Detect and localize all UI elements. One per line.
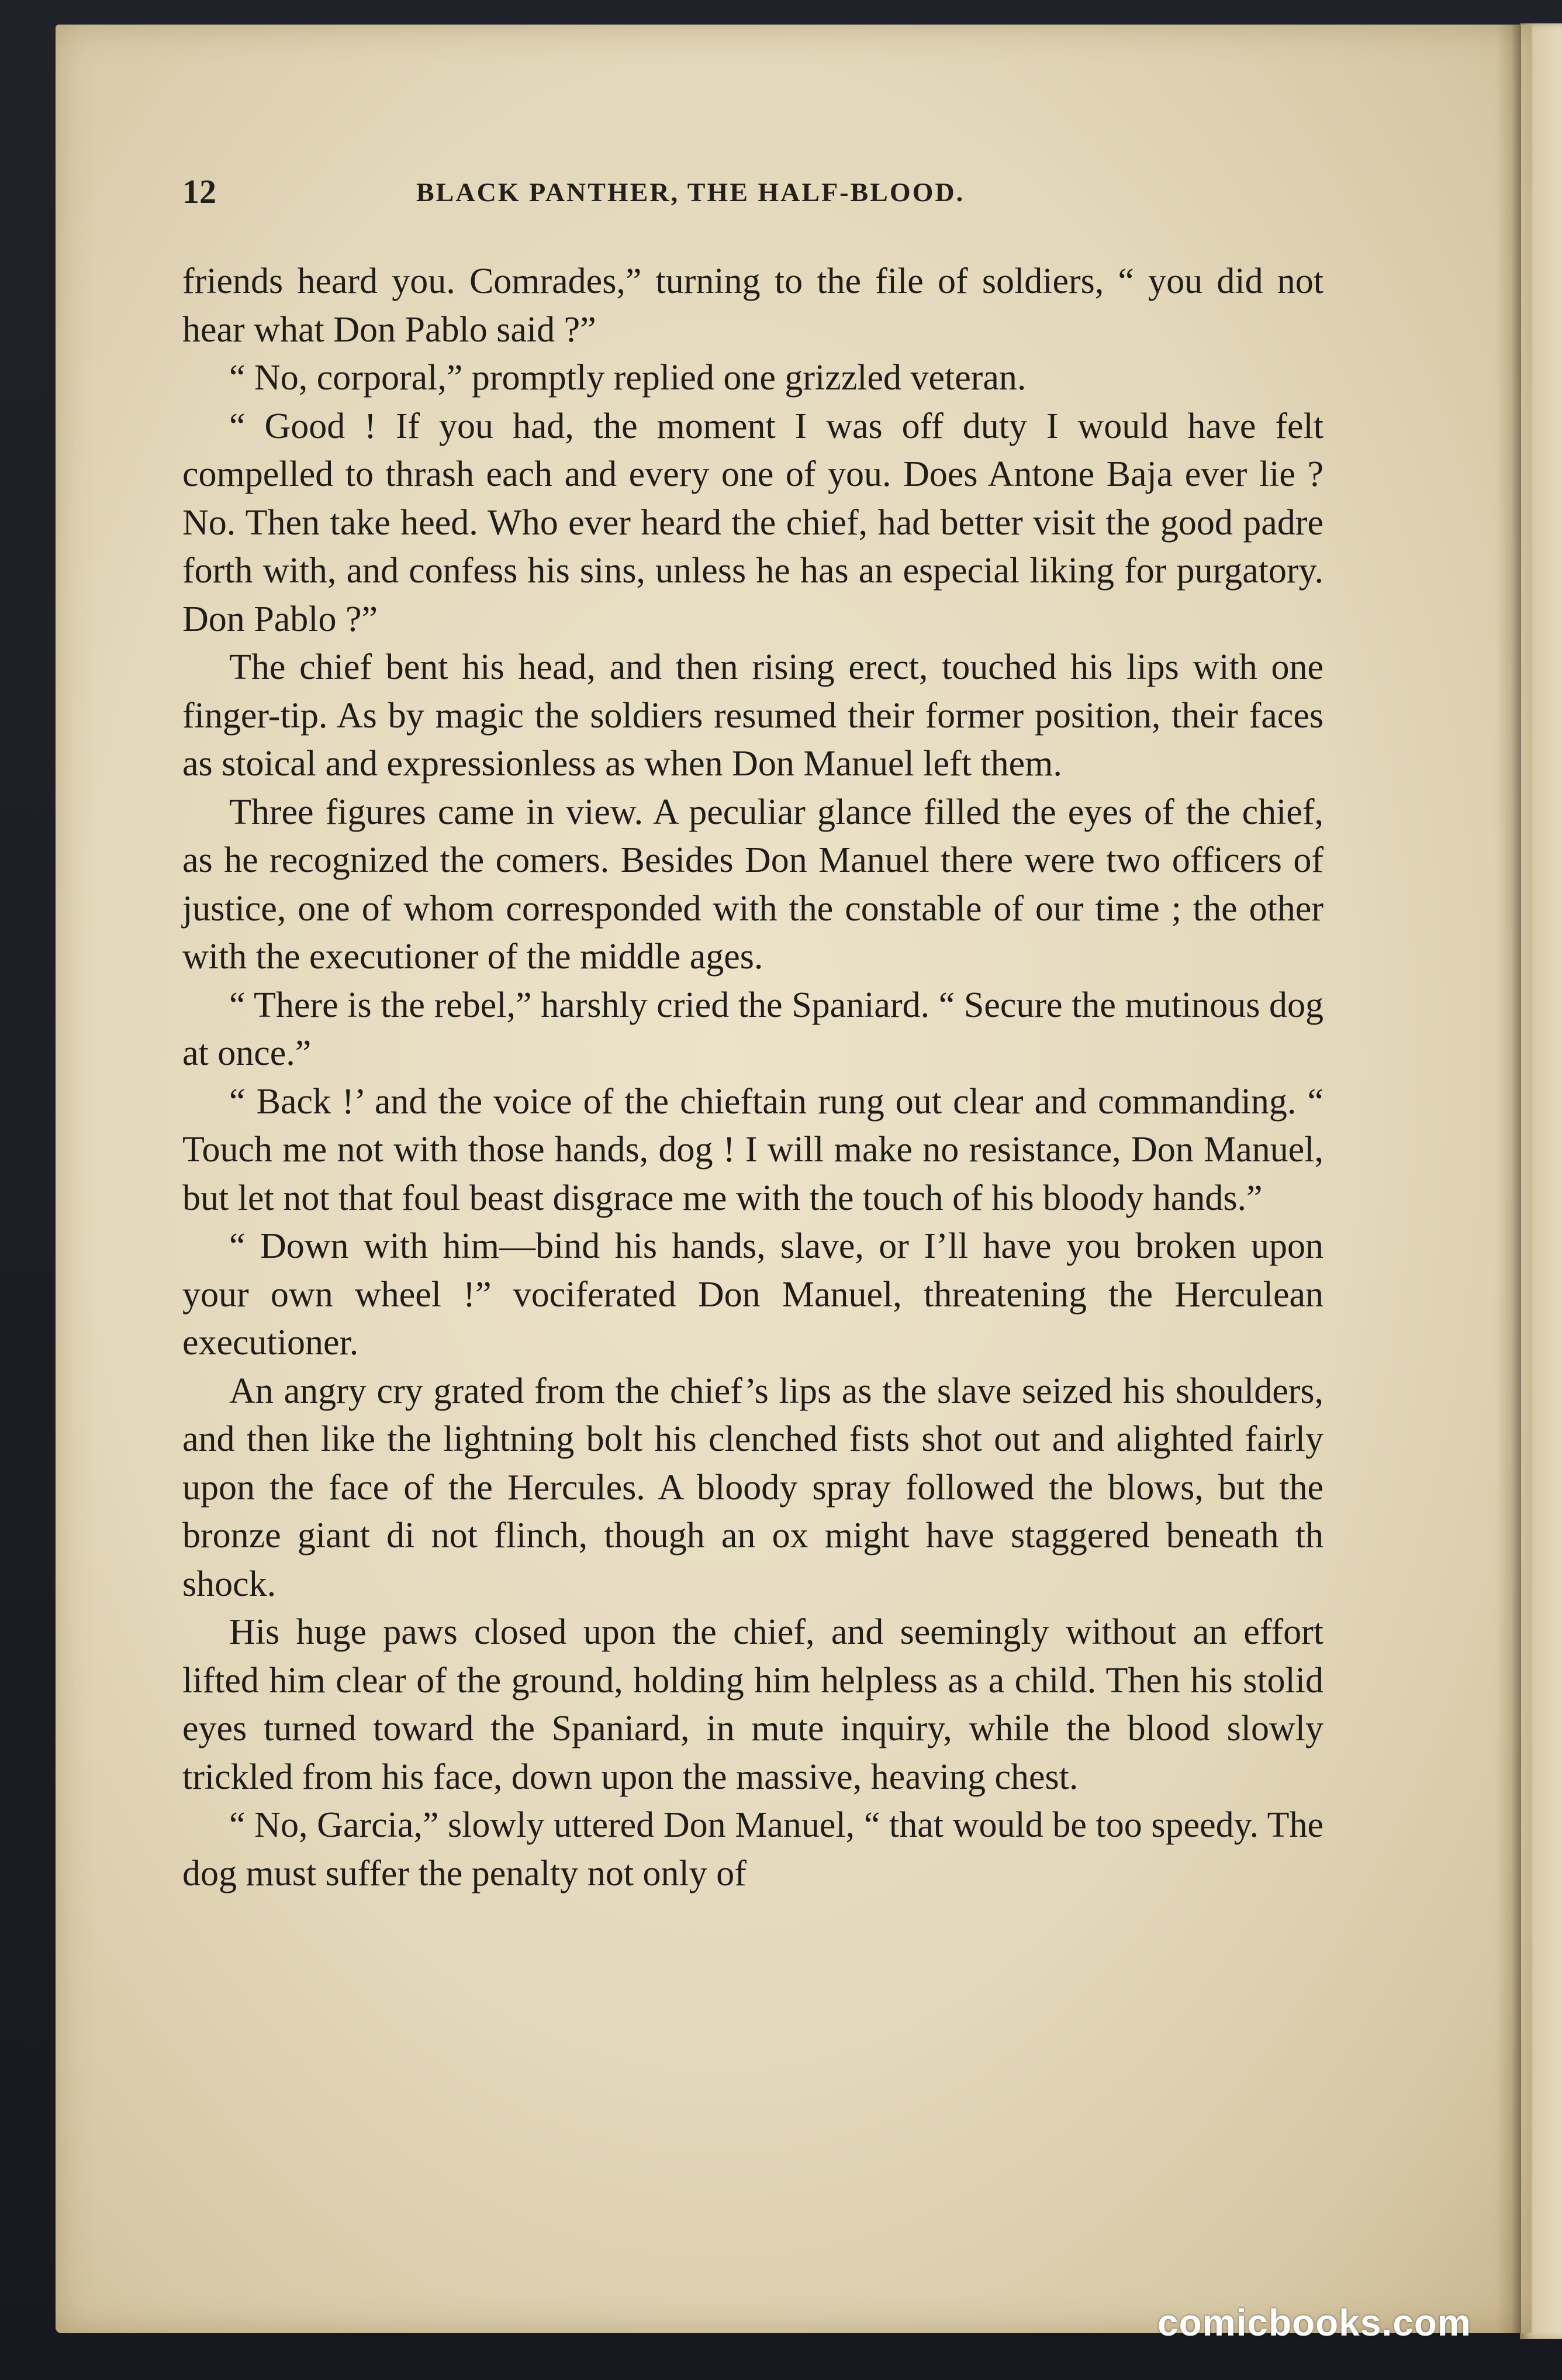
paragraph-11: “ No, Garcia,” slowly uttered Don Manuel, “ that would be too speedy. The dog must suffer the penalty not only of	[182, 1805, 1323, 1893]
site-watermark: comicbooks.com	[1157, 2302, 1471, 2344]
paragraph-8: “ Down with him—bind his hands, slave, or I’ll have you broken upon your own wheel !” vociferated Don Manuel, threatening the Herculean executioner.	[182, 1226, 1323, 1363]
paragraph-3: “ Good ! If you had, the moment I was off duty I would have felt compelled to thrash each and every one of you. Does Antone Baja ever lie ? No. Then take heed. Who ever heard the chief, had better visit the good padre forth with, and confess his sins, unless he has an especial liking for purgatory. Don Pablo ?”	[182, 406, 1323, 639]
paragraph-6: “ There is the rebel,” harshly cried the Spaniard. “ Secure the mutinous dog at once.”	[182, 985, 1323, 1073]
running-title: BLACK PANTHER, THE HALF-BLOOD.	[416, 177, 965, 207]
paragraph-7: “ Back !’ and the voice of the chieftain rung out clear and commanding. “ Touch me not with those hands, dog ! I will make no resistance, Don Manuel, but let not that foul beast disgrace me with the touch of his bloody hands.”	[182, 1081, 1323, 1218]
paragraph-2: “ No, corporal,” promptly replied one grizzled veteran.	[229, 358, 1027, 398]
body-text	[182, 257, 1323, 1898]
paragraph-1: friends heard you. Comrades,” turning to the file of soldiers, “ you did not hear what Don Pablo said ?”	[182, 261, 1323, 350]
paragraph-9: An angry cry grated from the chief’s lips as the slave seized his shoulders, and then like the lightning bolt his clenched fists shot out and alighted fairly upon the face of the Hercules. A bloody spray followed the blows, but the bronze giant di not flinch, though an ox might have staggered beneath th shock.	[182, 1371, 1323, 1604]
running-head	[182, 172, 1293, 219]
paragraph-4: The chief bent his head, and then rising erect, touched his lips with one finger-tip. As by magic the soldiers resumed their former position, their faces as stoical and expressionless as when Don Manuel left them.	[182, 647, 1323, 784]
paragraph-5: Three figures came in view. A peculiar glance filled the eyes of the chief, as he recognized the comers. Besides Don Manuel there were two officers of justice, one of whom corresponded with the constable of our time ; the other with the executioner of the middle ages.	[182, 792, 1323, 977]
page-number: 12	[182, 173, 216, 211]
paragraph-10: His huge paws closed upon the chief, and seemingly without an effort lifted him clear of the ground, holding him helpless as a child. Then his stolid eyes turned toward the Spaniard, in mute inquiry, while the blood slowly trickled from his face, down upon the massive, heaving chest.	[182, 1612, 1323, 1797]
page-gutter-shadow	[1497, 25, 1521, 2333]
